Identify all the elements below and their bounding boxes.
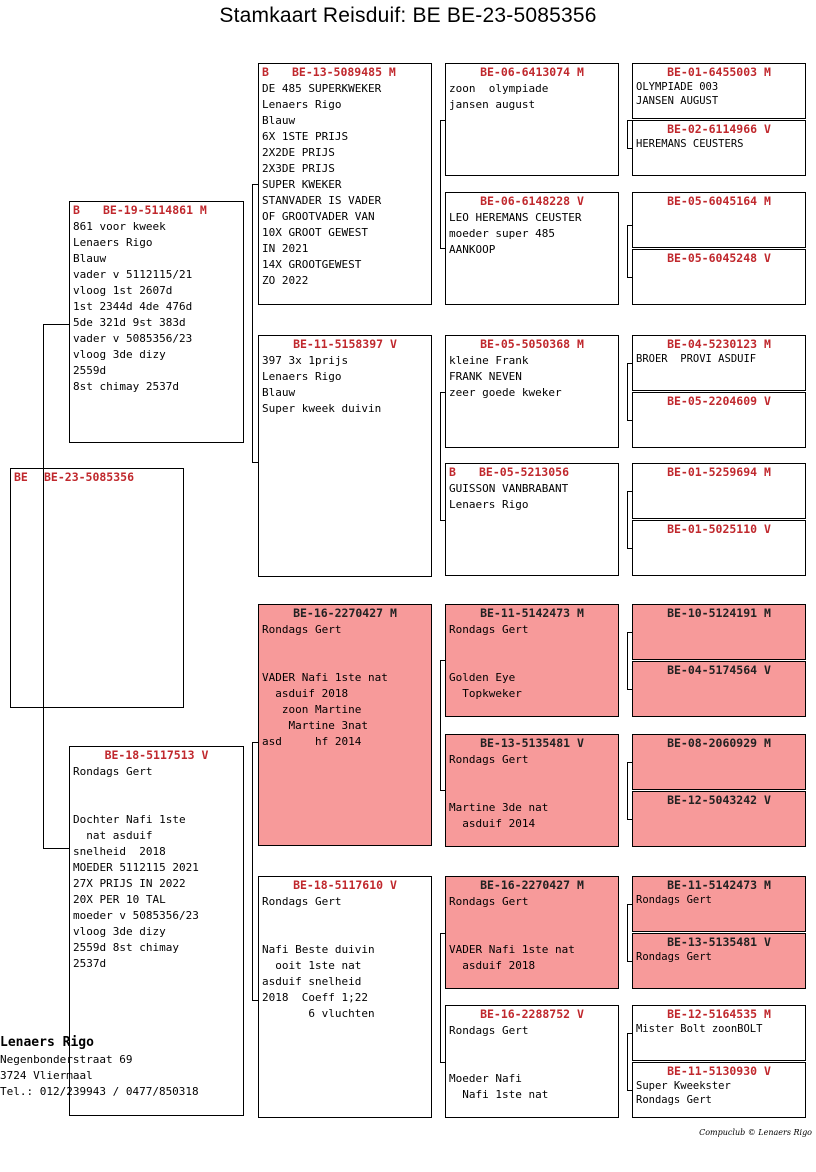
pedigree-box-header	[633, 121, 805, 137]
pedigree-box-header	[633, 193, 805, 209]
pedigree-notes: kleine Frank FRANK NEVEN zeer goede kweker	[449, 354, 562, 399]
sex-code: B	[449, 465, 456, 479]
pedigree-notes: Rondags Gert	[636, 951, 712, 963]
connector-line	[627, 120, 628, 148]
ring-number: BE-11-5130930 V	[667, 1064, 771, 1078]
connector-line	[440, 933, 445, 934]
pedigree-box-header	[70, 202, 243, 218]
pedigree-box-header	[633, 605, 805, 621]
pedigree-box-header	[633, 464, 805, 480]
connector-line	[440, 392, 441, 520]
connector-line	[252, 742, 258, 743]
pedigree-box-header	[633, 662, 805, 678]
connector-line	[627, 904, 628, 961]
pedigree-box-header	[70, 747, 243, 763]
pedigree-notes: BROER PROVI ASDUIF	[636, 353, 757, 365]
pedigree-box-header	[259, 336, 431, 352]
pedigree-box-dsd	[445, 734, 619, 847]
pedigree-box-g14	[632, 933, 806, 989]
pedigree-box-ds	[258, 604, 432, 846]
ring-number: BE-05-6045248 V	[667, 251, 771, 265]
pedigree-box-g16	[632, 1062, 806, 1118]
pedigree-box-g13	[632, 876, 806, 932]
connector-line	[627, 762, 628, 819]
pedigree-box-header	[259, 605, 431, 621]
ring-number: BE-12-5164535 M	[667, 1007, 771, 1021]
pedigree-box-sdd	[445, 463, 619, 576]
pedigree-notes: Rondags Gert	[636, 894, 712, 906]
connector-line	[440, 1062, 445, 1063]
connector-line	[627, 961, 632, 962]
connector-line	[440, 933, 441, 1062]
ring-number: BE-05-6045164 M	[667, 194, 771, 208]
connector-line	[627, 225, 628, 277]
ring-number: BE-16-2288752 V	[480, 1007, 584, 1021]
page-title: Stamkaart Reisduif: BE BE-23-5085356	[219, 4, 597, 27]
connector-line	[43, 324, 69, 325]
pedigree-box-header	[633, 521, 805, 537]
pedigree-box-header	[633, 792, 805, 808]
ring-number: BE-12-5043242 V	[667, 793, 771, 807]
pedigree-notes: Rondags Gert Golden Eye Topkweker	[449, 623, 529, 700]
pedigree-box-sss	[445, 63, 619, 176]
ring-number: BE-11-5142473 M	[667, 878, 771, 892]
pedigree-box-g12	[632, 791, 806, 847]
pedigree-box-g15	[632, 1005, 806, 1061]
ring-number: BE-10-5124191 M	[667, 606, 771, 620]
connector-line	[440, 660, 441, 790]
pedigree-notes: Rondags Gert Nafi Beste duivin ooit 1ste nat asduif snelheid 2018 Coeff 1;22 6 vluchten	[262, 895, 375, 1020]
pedigree-box-header	[633, 393, 805, 409]
pedigree-notes: Rondags Gert VADER Nafi 1ste nat asduif 2018 zoon Martine Martine 3nat asd hf 2014	[262, 623, 388, 748]
pedigree-notes: GUISSON VANBRABANT Lenaers Rigo	[449, 482, 569, 511]
connector-line	[43, 324, 44, 848]
ring-number: BE-18-5117610 V	[293, 878, 397, 892]
connector-line	[627, 491, 628, 548]
ring-number: BE-06-6413074 M	[480, 65, 584, 79]
pedigree-notes: Super Kweekster Rondags Gert	[636, 1080, 731, 1106]
pedigree-box-g4	[632, 249, 806, 305]
pedigree-box-g10	[632, 661, 806, 717]
pedigree-box-header	[446, 605, 618, 621]
pedigree-box-ssd	[445, 192, 619, 305]
sex-code: B	[73, 203, 80, 217]
connector-line	[627, 689, 632, 690]
pedigree-box-header	[259, 877, 431, 893]
pedigree-box-g5	[632, 335, 806, 391]
pedigree-box-header	[11, 469, 183, 485]
pedigree-box-header	[633, 934, 805, 950]
pedigree-box-subject	[10, 468, 184, 708]
ring-number: BE-16-2270427 M	[293, 606, 397, 620]
pedigree-box-ss	[258, 63, 432, 305]
connector-line	[627, 1033, 632, 1034]
pedigree-box-header	[446, 336, 618, 352]
ring-number: BE-11-5142473 M	[480, 606, 584, 620]
pedigree-box-header	[446, 193, 618, 209]
ring-number: BE-19-5114861 M	[103, 203, 207, 217]
connector-line	[440, 120, 445, 121]
pedigree-box-g7	[632, 463, 806, 519]
footer-credit: Compuclub © Lenaers Rigo	[699, 1128, 812, 1137]
connector-line	[627, 225, 632, 226]
connector-line	[627, 363, 632, 364]
sex-code: B	[262, 65, 269, 79]
ring-number: BE-05-5050368 M	[480, 337, 584, 351]
pedigree-box-g1	[632, 63, 806, 119]
ring-number: BE-13-5135481 V	[667, 935, 771, 949]
pedigree-box-header	[446, 64, 618, 80]
ring-number: BE-08-2060929 M	[667, 736, 771, 750]
breeder-city: 3724 Vliermaal	[0, 1069, 93, 1082]
connector-line	[627, 819, 632, 820]
connector-line	[627, 1033, 628, 1090]
ring-number: BE-01-6455003 M	[667, 65, 771, 79]
ring-number: BE-01-5025110 V	[667, 522, 771, 536]
pedigree-box-header	[633, 250, 805, 266]
pedigree-notes: Rondags Gert Martine 3de nat asduif 2014	[449, 753, 549, 830]
pedigree-box-dd	[258, 876, 432, 1118]
ring-number: BE-13-5135481 V	[480, 736, 584, 750]
pedigree-notes: LEO HEREMANS CEUSTER moeder super 485 AANKOOP	[449, 211, 582, 256]
pedigree-notes: Rondags Gert Moeder Nafi Nafi 1ste nat	[449, 1024, 549, 1101]
connector-line	[440, 392, 445, 393]
connector-line	[627, 1090, 632, 1091]
pedigree-box-dss	[445, 604, 619, 717]
ring-number: BE-05-5213056	[479, 465, 570, 479]
pedigree-box-header	[446, 877, 618, 893]
connector-line	[627, 491, 632, 492]
ring-number: BE-01-5259694 M	[667, 465, 771, 479]
connector-line	[627, 762, 632, 763]
connector-line	[627, 120, 632, 121]
ring-number: BE-11-5158397 V	[293, 337, 397, 351]
connector-line	[627, 632, 628, 689]
pedigree-box-g8	[632, 520, 806, 576]
ring-number: BE-18-5117513 V	[104, 748, 209, 762]
pedigree-box-sds	[445, 335, 619, 448]
ring-number: BE-04-5230123 M	[667, 337, 771, 351]
pedigree-notes: zoon olympiade jansen august	[449, 82, 549, 111]
pedigree-box-g3	[632, 192, 806, 248]
pedigree-box-sire	[69, 201, 244, 443]
pedigree-box-g6	[632, 392, 806, 448]
pedigree-notes: Rondags Gert VADER Nafi 1ste nat asduif 2018	[449, 895, 575, 972]
connector-line	[252, 184, 253, 462]
connector-line	[627, 363, 628, 420]
connector-line	[440, 120, 441, 248]
connector-line	[627, 632, 632, 633]
connector-line	[627, 548, 632, 549]
pedigree-notes: 861 voor kweek Lenaers Rigo Blauw vader v 5112115/21 vloog 1st 2607d 1st 2344d 4de 476d 5de 321d 9st 383d vader v 5085356/23 vloog 3de dizy 2559d 8st chimay 2537d	[73, 220, 193, 393]
breeder-info	[0, 1034, 199, 1100]
pedigree-notes: Rondags Gert Dochter Nafi 1ste nat asduif snelheid 2018 MOEDER 5112115 2021 27X PRIJS IN 2022 20X PER 10 TAL moeder v 5085356/23 vloog 3de dizy 2559d 8st chimay 2537d	[73, 765, 199, 970]
pedigree-box-header	[633, 877, 805, 893]
sex-code: BE	[14, 470, 28, 484]
breeder-name: Lenaers Rigo	[0, 1035, 94, 1050]
pedigree-box-ddd	[445, 1005, 619, 1118]
breeder-street: Negenbonderstraat 69	[0, 1053, 133, 1066]
pedigree-box-header	[633, 1063, 805, 1079]
pedigree-box-header	[446, 464, 618, 480]
connector-line	[252, 184, 258, 185]
connector-line	[440, 248, 445, 249]
connector-line	[440, 790, 445, 791]
pedigree-box-header	[633, 336, 805, 352]
ring-number: BE-04-5174564 V	[667, 663, 771, 677]
pedigree-box-header	[633, 1006, 805, 1022]
breeder-phone: Tel.: 012/239943 / 0477/850318	[0, 1085, 199, 1098]
pedigree-box-header	[446, 735, 618, 751]
connector-line	[252, 462, 258, 463]
ring-number: BE-23-5085356	[44, 470, 135, 484]
pedigree-notes: HEREMANS CEUSTERS	[636, 138, 744, 150]
pedigree-notes: 397 3x 1prijs Lenaers Rigo Blauw Super kweek duivin	[262, 354, 382, 415]
connector-line	[252, 1000, 258, 1001]
connector-line	[440, 660, 445, 661]
connector-line	[627, 904, 632, 905]
connector-line	[440, 520, 445, 521]
ring-number: BE-05-2204609 V	[667, 394, 771, 408]
pedigree-box-g11	[632, 734, 806, 790]
ring-number: BE-06-6148228 V	[480, 194, 584, 208]
pedigree-box-sd	[258, 335, 432, 577]
connector-line	[627, 148, 632, 149]
pedigree-notes: DE 485 SUPERKWEKER Lenaers Rigo Blauw 6X 1STE PRIJS 2X2DE PRIJS 2X3DE PRIJS SUPER KWEKER STANVADER IS VADER OF GROOTVADER VAN 10X GROOT GEWEST IN 2021 14X GROOTGEWEST ZO 2022	[262, 82, 382, 287]
pedigree-box-header	[633, 64, 805, 80]
pedigree-box-dds	[445, 876, 619, 989]
ring-number: BE-13-5089485 M	[292, 65, 396, 79]
ring-number: BE-16-2270427 M	[480, 878, 584, 892]
pedigree-box-header	[259, 64, 431, 80]
connector-line	[252, 742, 253, 1000]
pedigree-box-header	[633, 735, 805, 751]
pedigree-box-header	[446, 1006, 618, 1022]
pedigree-box-g9	[632, 604, 806, 660]
connector-line	[627, 420, 632, 421]
connector-line	[43, 848, 69, 849]
ring-number: BE-02-6114966 V	[667, 122, 771, 136]
pedigree-notes: OLYMPIADE 003 JANSEN AUGUST	[636, 81, 719, 107]
pedigree-notes: Mister Bolt zoonBOLT	[636, 1023, 763, 1035]
pedigree-box-g2	[632, 120, 806, 176]
connector-line	[627, 277, 632, 278]
